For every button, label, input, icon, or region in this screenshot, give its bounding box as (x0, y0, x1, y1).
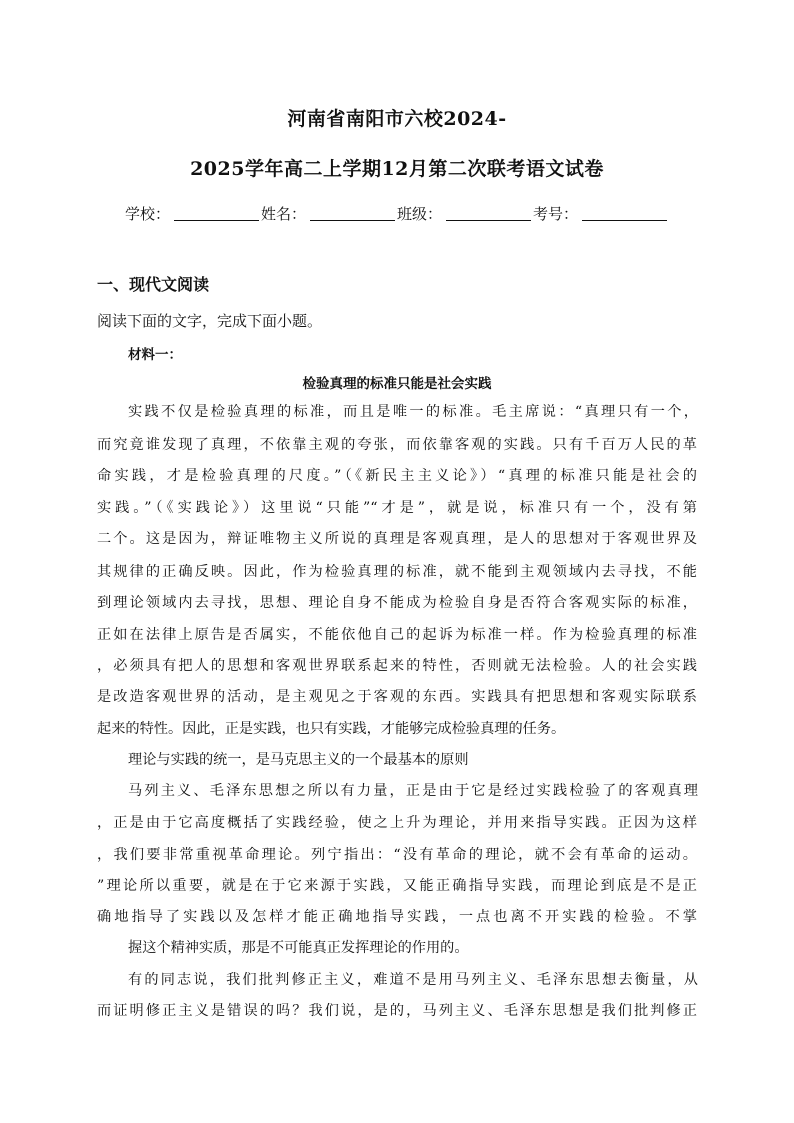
body-line: 而究竟谁发现了真理，不依靠主观的夸张，而依靠客观的实践。只有千百万人民的革 (97, 437, 697, 453)
body-line: 而证明修正主义是错误的吗？我们说，是的，马列主义、毛泽东思想是我们批判修正 (97, 1003, 697, 1019)
exam-no-field[interactable] (582, 206, 667, 221)
exam-title-line-1: 河南省南阳市六校2024- (287, 108, 507, 130)
body-line: 马列主义、毛泽东思想之所以有力量，正是由于它是经过实践检验了的客观真理 (128, 783, 698, 799)
body-line: ，正是由于它高度概括了实践经验，使之上升为理论，并用来指导实践。正因为这样 (97, 815, 697, 831)
body-line: 正如在法律上原告是否属实，不能依他自己的起诉为标准一样。作为检验真理的标准 (97, 627, 697, 643)
body-line: 实践。”（《实践论》）这里说“只能”“才是”，就是说，标准只有一个，没有第 (97, 500, 697, 516)
school-label: 学校： (125, 205, 171, 223)
name-field[interactable] (310, 206, 395, 221)
body-line: 命实践，才是检验真理的尺度。”（《新民主主义论》）“真理的标准只能是社会的 (97, 468, 697, 484)
body-line: 到理论领域内去寻找，思想、理论自身不能成为检验自身是否符合客观实际的标准， (97, 595, 697, 611)
exam-title-line-2: 2025学年高二上学期12月第二次联考语文试卷 (190, 158, 604, 180)
body-line: 有的同志说，我们批判修正主义，难道不是用马列主义、毛泽东思想去衡量，从 (128, 972, 698, 988)
body-line: 实践不仅是检验真理的标准，而且是唯一的标准。毛主席说：“真理只有一个， (128, 404, 698, 420)
body-line: ，我们要非常重视革命理论。列宁指出：“没有革命的理论，就不会有革命的运动。 (97, 847, 697, 863)
student-info-row (125, 203, 685, 224)
name-label: 姓名： (261, 205, 307, 223)
body-line: 是改造客观世界的活动，是主观见之于客观的东西。实践具有把思想和客观实际联系 (97, 689, 697, 705)
body-line: 确地指导了实践以及怎样才能正确地指导实践，一点也离不开实践的检验。不掌 (97, 909, 697, 925)
exam-no-label: 考号： (533, 205, 579, 223)
class-label: 班级： (397, 205, 443, 223)
reading-instruction: 阅读下面的文字，完成下面小题。 (97, 312, 323, 330)
article-title: 检验真理的标准只能是社会实践 (302, 376, 492, 392)
body-line: 起来的特性。因此，正是实践，也只有实践，才能够完成检验真理的任务。 (97, 721, 566, 737)
class-field[interactable] (446, 206, 531, 221)
body-line: ”理论所以重要，就是在于它来源于实践，又能正确指导实践，而理论到底是不是正 (97, 878, 697, 894)
body-line: ，必须具有把人的思想和客观世界联系起来的特性，否则就无法检验。人的社会实践 (97, 658, 697, 674)
material-label: 材料一： (128, 347, 182, 363)
body-line: 二个。这是因为，辩证唯物主义所说的真理是客观真理，是人的思想对于客观世界及 (97, 531, 697, 547)
body-line: 理论与实践的统一，是马克思主义的一个最基本的原则 (128, 752, 469, 768)
body-line: 握这个精神实质，那是不可能真正发挥理论的作用的。 (128, 940, 469, 956)
body-line: 其规律的正确反映。因此，作为检验真理的标准，就不能到主观领域内去寻找，不能 (97, 564, 697, 580)
section-heading: 一、现代文阅读 (97, 275, 210, 294)
school-field[interactable] (174, 206, 259, 221)
